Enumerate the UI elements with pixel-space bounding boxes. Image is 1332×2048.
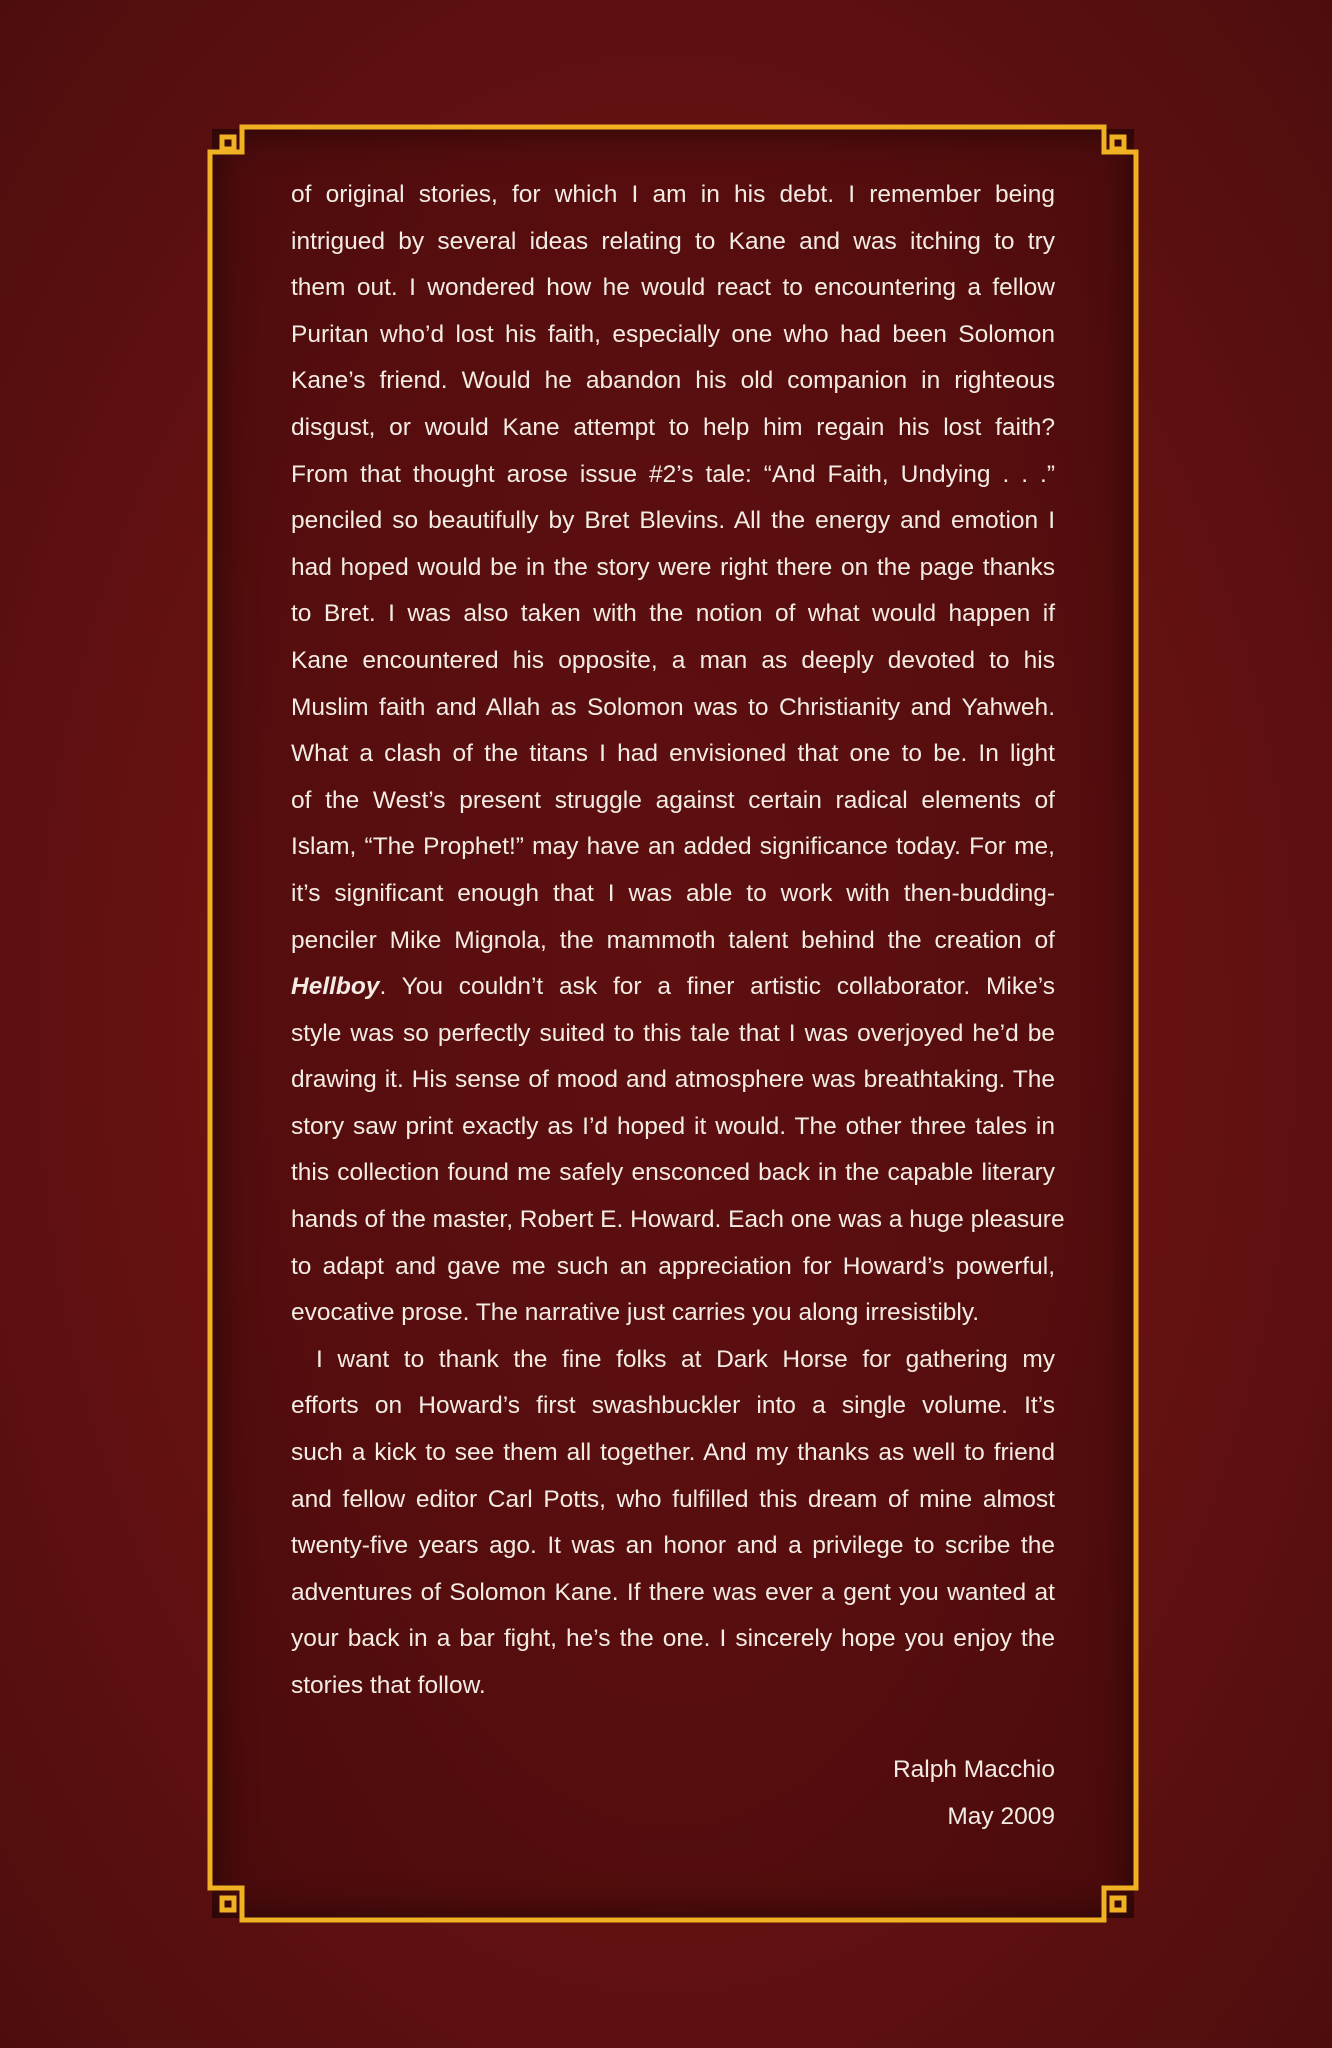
text-line: and fellow editor Carl Potts, who fulfilled this dream of mine almost [291,1485,1055,1513]
text-line: this collection found me safely ensconced back in the capable literary [291,1159,1055,1187]
signature-name: Ralph Macchio [892,1756,1055,1783]
text-line: your back in a bar fight, he’s the one. I sincerely hope you enjoy the [291,1625,1055,1653]
text-line: Kane encountered his opposite, a man as deeply devoted to his [291,646,1055,674]
text-line: Kane’s friend. Would he abandon his old companion in righteous [291,367,1055,395]
text-line: twenty-five years ago. It was an honor and a privilege to scribe the [291,1532,1055,1560]
text-line: What a clash of the titans I had envisioned that one to be. In light [291,740,1055,768]
text-line: had hoped would be in the story were right there on the page thanks [291,553,1055,581]
text-line: penciled so beautifully by Bret Blevins. All the energy and emotion I [291,507,1055,535]
text-line: disgust, or would Kane attempt to help him regain his lost faith? [291,413,1055,441]
text-line: story saw print exactly as I’d hoped it would. The other three tales in [291,1112,1055,1140]
text-line: intrigued by several ideas relating to Kane and was itching to try [291,227,1055,255]
text-line: stories that follow. [291,1672,486,1699]
text-line: style was so perfectly suited to this tale that I was overjoyed he’d be [291,1019,1055,1047]
text-line: penciler Mike Mignola, the mammoth talent behind the creation of [291,926,1055,954]
text-line: to Bret. I was also taken with the notion of what would happen if [291,600,1055,628]
text-line: of the West’s present struggle against certain radical elements of [291,786,1055,814]
text-line: efforts on Howard’s first swashbuckler into a single volume. It’s [291,1392,1055,1420]
text-line: it’s significant enough that I was able to work with then-budding- [291,879,1055,907]
text-line: them out. I wondered how he would react to encountering a fellow [291,274,1055,302]
text-line: such a kick to see them all together. And my thanks as well to friend [291,1439,1055,1467]
text-line: Hellboy. You couldn’t ask for a finer artistic collaborator. Mike’s [291,973,1055,1001]
text-line: drawing it. His sense of mood and atmosphere was breathtaking. The [291,1066,1055,1094]
text-line: From that thought arose issue #2’s tale: “And Faith, Undying . . .” [291,460,1055,488]
text-line: of original stories, for which I am in his debt. I remember being [291,181,1055,208]
text-line: evocative prose. The narrative just carries you along irresistibly. [291,1299,980,1327]
text-line: adventures of Solomon Kane. If there was ever a gent you wanted at [291,1578,1055,1606]
signature-date: May 2009 [947,1803,1055,1830]
text-line: Puritan who’d lost his faith, especially one who had been Solomon [291,320,1055,348]
body-text [291,172,1065,1710]
text-line: hands of the master, Robert E. Howard. Each one was a huge pleasure [291,1206,1065,1234]
book-title: Hellboy [291,973,380,1001]
text-line: I want to thank the fine folks at Dark Horse for gathering my [316,1345,1055,1373]
text-line: to adapt and gave me such an appreciation for Howard’s powerful, [291,1252,1055,1280]
text-line: Islam, “The Prophet!” may have an added significance today. For me, [291,833,1055,861]
text-line: Muslim faith and Allah as Solomon was to Christianity and Yahweh. [291,693,1055,721]
